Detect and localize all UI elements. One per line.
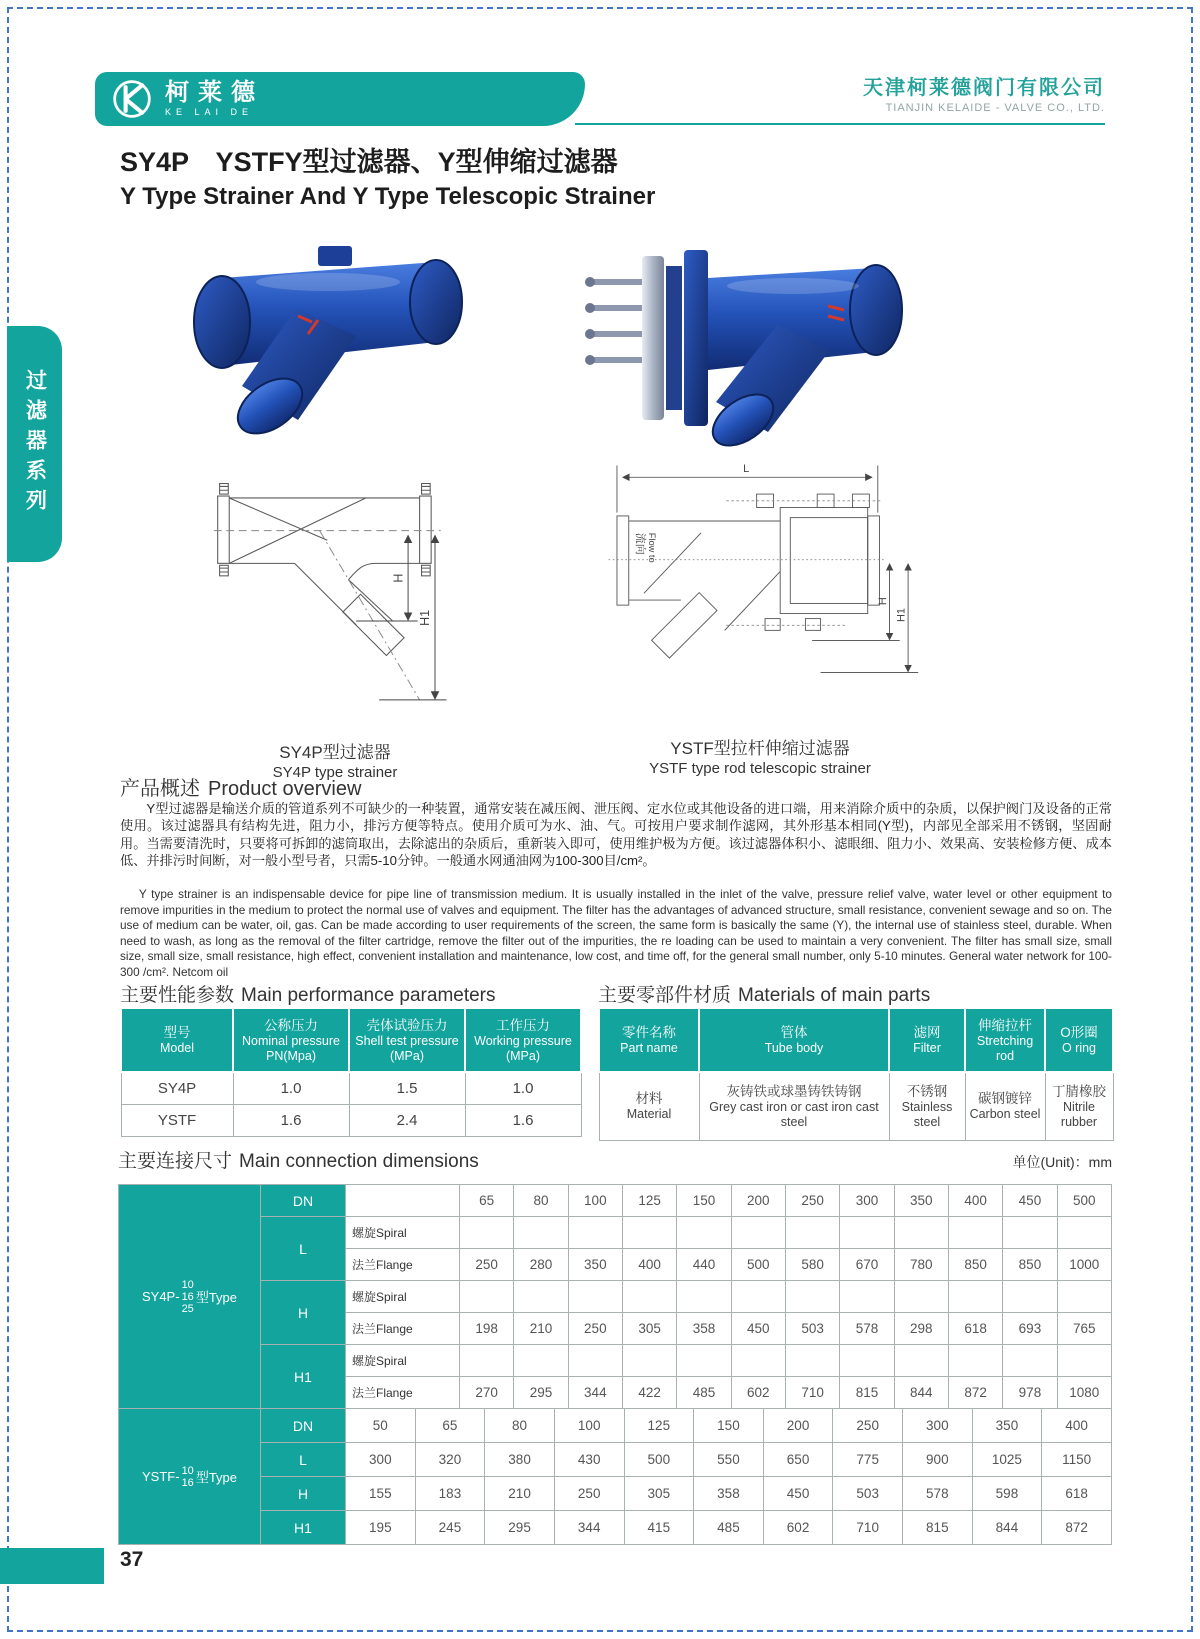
dim-value-cell	[1057, 1281, 1111, 1313]
right-caption-cn: YSTF型拉杆伸缩过滤器	[670, 739, 850, 758]
ystf-technical-drawing	[600, 452, 920, 696]
dim-value-cell	[460, 1345, 514, 1377]
dim-value-cell: 598	[972, 1477, 1042, 1511]
material-cn: 材料	[635, 1091, 663, 1107]
performance-heading-cn: 主要性能参数	[120, 985, 235, 1006]
dim-value-cell: 503	[785, 1313, 839, 1345]
dim-value-cell: 250	[568, 1313, 622, 1345]
footer-accent-bar	[0, 1548, 104, 1584]
dim-value-cell	[731, 1345, 785, 1377]
sy4p-product-photo	[178, 220, 478, 460]
dim-value-cell	[677, 1281, 731, 1313]
dim-value-cell: 198	[460, 1313, 514, 1345]
dim-value-cell: 305	[622, 1313, 676, 1345]
perf-cell: SY4P	[121, 1072, 233, 1104]
document-title	[120, 146, 655, 212]
table-row	[119, 1477, 1112, 1511]
dim-value-cell: 298	[894, 1313, 948, 1345]
dim-value-cell: 305	[624, 1477, 694, 1511]
dimensions-heading-en: Main connection dimensions	[239, 1151, 479, 1172]
dim-value-cell: 710	[785, 1377, 839, 1409]
dimensions-table-sy4p	[118, 1184, 1112, 1409]
sub-label-spiral: 螺旋Spiral	[346, 1281, 460, 1313]
materials-table	[598, 1007, 1114, 1141]
perf-cell: 1.0	[233, 1072, 349, 1104]
dim-value-cell	[1057, 1345, 1111, 1377]
group-pn: 16	[181, 1476, 194, 1489]
dim-value-cell	[568, 1345, 622, 1377]
header-line: 工作压力	[496, 1017, 550, 1033]
dim-value-cell: 485	[694, 1511, 764, 1545]
header-line: PN(Mpa)	[265, 1048, 316, 1063]
dim-value-cell: 300	[840, 1185, 894, 1217]
unit-note: 单位(Unit)：mm	[1012, 1154, 1112, 1170]
dim-value-cell: 80	[485, 1409, 555, 1443]
material-en: Carbon steel	[969, 1107, 1041, 1122]
perf-cell: YSTF	[121, 1104, 233, 1136]
dim-value-cell: 440	[677, 1249, 731, 1281]
dim-value-cell: 500	[624, 1443, 694, 1477]
perf-header-shell	[349, 1008, 465, 1072]
header-line: O ring	[1061, 1041, 1097, 1055]
dim-value-cell: 245	[415, 1511, 485, 1545]
dim-value-cell	[894, 1217, 948, 1249]
group-suffix: 型Type	[195, 1290, 237, 1305]
header-line: Nominal pressure	[242, 1033, 340, 1048]
sub-label-flange: 法兰Flange	[346, 1377, 460, 1409]
dim-value-cell: 602	[763, 1511, 833, 1545]
dim-value-cell: 344	[554, 1511, 624, 1545]
dim-value-cell: 250	[833, 1409, 903, 1443]
dim-value-cell	[948, 1345, 1002, 1377]
dimensions-heading	[118, 1146, 479, 1173]
header-line: O形圈	[1060, 1025, 1098, 1040]
dim-value-cell: 270	[460, 1377, 514, 1409]
dim-value-cell: 80	[514, 1185, 568, 1217]
dim-value-cell: 295	[485, 1511, 555, 1545]
right-caption-en: YSTF type rod telescopic strainer	[649, 760, 871, 777]
page-number: 37	[120, 1548, 144, 1571]
overview-heading	[120, 772, 361, 801]
header-line: Tube body	[764, 1041, 824, 1055]
dim-value-cell: 844	[894, 1377, 948, 1409]
title-en: Y Type Strainer And Y Type Telescopic Strainer	[120, 183, 656, 210]
dim-value-cell: 155	[346, 1477, 416, 1511]
dim-label-l: L	[743, 463, 750, 476]
row-label-h1: H1	[261, 1345, 346, 1409]
dim-value-cell: 344	[568, 1377, 622, 1409]
sub-label-flange: 法兰Flange	[346, 1313, 460, 1345]
header-line: Model	[159, 1041, 195, 1055]
flow-label-en: Flow to	[646, 532, 657, 563]
material-en: Stainless steel	[901, 1099, 953, 1129]
dim-value-cell	[894, 1345, 948, 1377]
sidebar-tab-label: 过滤器系列	[23, 369, 47, 519]
dim-value-cell: 210	[514, 1313, 568, 1345]
dim-value-cell: 765	[1057, 1313, 1111, 1345]
header-banner	[95, 72, 585, 126]
mat-header-oring	[1045, 1008, 1113, 1072]
header-line: Part name	[620, 1041, 678, 1055]
perf-cell: 1.6	[465, 1104, 581, 1136]
dim-value-cell: 250	[554, 1477, 624, 1511]
row-label-h: H	[261, 1281, 346, 1345]
header-rule-line	[575, 123, 1105, 125]
sy4p-technical-drawing	[210, 452, 460, 742]
company-block	[863, 76, 1105, 116]
dim-value-cell	[1003, 1345, 1057, 1377]
performance-table	[120, 1007, 582, 1137]
table-row	[119, 1345, 1112, 1377]
row-label-dn: DN	[261, 1185, 346, 1217]
performance-heading	[120, 980, 496, 1007]
dim-value-cell: 580	[785, 1249, 839, 1281]
dim-value-cell: 350	[972, 1409, 1042, 1443]
dim-value-cell: 100	[568, 1185, 622, 1217]
dim-value-cell	[622, 1345, 676, 1377]
overview-heading-cn: 产品概述	[120, 778, 200, 800]
company-name-en: TIANJIN KELAIDE - VALVE CO., LTD.	[885, 102, 1105, 114]
dim-value-cell	[460, 1281, 514, 1313]
dim-value-cell: 430	[554, 1443, 624, 1477]
mat-header-part	[599, 1008, 699, 1072]
company-name-cn: 天津柯莱德阀门有限公司	[863, 77, 1105, 99]
dim-value-cell	[677, 1217, 731, 1249]
table-row	[119, 1409, 1112, 1443]
dim-value-cell: 872	[948, 1377, 1002, 1409]
row-label-l: L	[261, 1443, 346, 1477]
header-line: (MPa)	[505, 1048, 541, 1063]
dim-value-cell: 978	[1003, 1377, 1057, 1409]
dim-value-cell: 1080	[1057, 1377, 1111, 1409]
dim-value-cell: 200	[731, 1185, 785, 1217]
row-label-l: L	[261, 1217, 346, 1281]
overview-paragraph-en: Y type strainer is an indispensable device for pipe line of transmission medium. It is usually installed in the inlet of the valve, pressure relief valve, water level or other equipment to remove impurities in the medium to protect the normal use of valves and equipment. The filter has the advantages of advanced structure, small resistance, convenient sewage and so on. The use of medium can be water, oil, gas. Can be made according to user requirements of the screen, the same form is basically the same (Y), the internal use of stainless steel, durable. When need to wash, as long as the removal of the filter cartridge, remove the filter out of the impurities, the re loading can be used to maintain a very convenient. The filter has small size, small size, small size, small resistance, high effect, convenient installation and maintenance, low cost, and time off, for the general small number, only 5-10 minutes. General water network for 100-300 /cm². Netcom oil	[120, 887, 1112, 979]
materials-heading-cn: 主要零部件材质	[598, 985, 732, 1006]
row-label-dn: DN	[261, 1409, 346, 1443]
header-line: (MPa)	[389, 1048, 425, 1063]
dim-value-cell: 422	[622, 1377, 676, 1409]
dim-value-cell	[1003, 1217, 1057, 1249]
dim-label-h1-right: H1	[895, 607, 908, 622]
dim-value-cell: 250	[460, 1249, 514, 1281]
header-line: Filter	[913, 1041, 941, 1055]
table-row	[119, 1185, 1112, 1217]
dim-value-cell: 1000	[1057, 1249, 1111, 1281]
dim-value-cell: 872	[1042, 1511, 1112, 1545]
performance-heading-en: Main performance parameters	[241, 985, 496, 1006]
dim-value-cell: 815	[903, 1511, 973, 1545]
material-cn: 丁腈橡胶	[1052, 1083, 1106, 1099]
dim-value-cell: 780	[894, 1249, 948, 1281]
dim-value-cell: 1150	[1042, 1443, 1112, 1477]
dim-value-cell: 618	[948, 1313, 1002, 1345]
ystf-product-photo	[578, 220, 918, 465]
table-row	[599, 1072, 1113, 1140]
dim-value-cell: 650	[763, 1443, 833, 1477]
dim-value-cell: 100	[554, 1409, 624, 1443]
sub-label-flange: 法兰Flange	[346, 1249, 460, 1281]
dim-value-cell: 503	[833, 1477, 903, 1511]
header-line: Working pressure	[474, 1033, 572, 1048]
dim-value-cell	[840, 1281, 894, 1313]
dim-value-cell: 485	[677, 1377, 731, 1409]
header-line: Stretching rod	[976, 1033, 1034, 1063]
mat-cell	[889, 1072, 965, 1140]
dim-value-cell: 450	[763, 1477, 833, 1511]
perf-header-model	[121, 1008, 233, 1072]
group-pn: 16	[181, 1290, 194, 1303]
row-label-h1: H1	[261, 1511, 346, 1545]
dim-value-cell: 400	[1042, 1409, 1112, 1443]
dim-value-cell: 195	[346, 1511, 416, 1545]
table-row	[119, 1443, 1112, 1477]
perf-header-nominal	[233, 1008, 349, 1072]
dimensions-heading-cn: 主要连接尺寸	[118, 1151, 233, 1172]
flow-label-cn: 流向	[634, 532, 647, 555]
dim-value-cell: 500	[1057, 1185, 1111, 1217]
dim-value-cell	[731, 1281, 785, 1313]
right-figure-caption	[585, 738, 935, 779]
dim-value-cell	[731, 1217, 785, 1249]
dim-value-cell: 183	[415, 1477, 485, 1511]
dim-value-cell: 320	[415, 1443, 485, 1477]
dim-value-cell	[948, 1217, 1002, 1249]
material-en: Grey cast iron or cast iron cast steel	[709, 1099, 879, 1129]
logo-name-en: KE LAI DE	[165, 107, 254, 117]
dim-value-cell: 350	[894, 1185, 948, 1217]
mat-cell	[599, 1072, 699, 1140]
dim-value-cell	[840, 1345, 894, 1377]
dim-value-cell	[568, 1281, 622, 1313]
dim-value-cell: 358	[677, 1313, 731, 1345]
overview-paragraph-cn: Y型过滤器是输送介质的管道系列不可缺少的一种装置，通常安装在减压阀、泄压阀、定水位或其他设备的进口端，用来消除介质中的杂质，以保护阀门及设备的正常使用。该过滤器具有结构先进，阻力小，排污方便等特点。使用介质可为水、油、气。可按用户要求制作滤网，其外形基本相同(Y型)，内部见全部采用不锈钢，坚固耐用。当需要清洗时，只要将可拆卸的滤筒取出，去除滤出的杂质后，重新装入即可，使用维护极为方便。该过滤器体积小、滤眼细、阻力小、效果高、安装检修方便、成本低、并排污时间断，对一般小型号者，只需5-10分钟。一般通水网通油网为100-300目/cm²。	[120, 801, 1112, 868]
header-line: 壳体试验压力	[366, 1017, 448, 1033]
material-en: Nitrile rubber	[1060, 1099, 1098, 1129]
dim-value-cell: 693	[1003, 1313, 1057, 1345]
materials-heading	[598, 980, 930, 1007]
group-pn: 10	[181, 1278, 194, 1291]
group-prefix: SY4P-	[141, 1289, 180, 1304]
dim-value-cell: 280	[514, 1249, 568, 1281]
dimensions-table-ystf	[118, 1408, 1112, 1545]
table-row	[119, 1281, 1112, 1313]
dim-value-cell: 125	[624, 1409, 694, 1443]
dim-value-cell	[514, 1217, 568, 1249]
dim-value-cell: 295	[514, 1377, 568, 1409]
title-cn: SY4P YSTFY型过滤器、Y型伸缩过滤器	[120, 147, 618, 177]
perf-cell: 1.0	[465, 1072, 581, 1104]
mat-header-rod	[965, 1008, 1045, 1072]
mat-cell	[699, 1072, 889, 1140]
mat-header-tube	[699, 1008, 889, 1072]
logo-text	[165, 80, 264, 118]
dim-value-cell: 844	[972, 1511, 1042, 1545]
group-suffix: 型Type	[195, 1470, 237, 1485]
table-row	[121, 1072, 581, 1104]
dim-value-cell	[622, 1217, 676, 1249]
dim-value-cell: 210	[485, 1477, 555, 1511]
dim-value-cell	[677, 1345, 731, 1377]
mat-header-filter	[889, 1008, 965, 1072]
group-label-ystf	[119, 1409, 261, 1545]
left-caption-cn: SY4P型过滤器	[279, 743, 391, 762]
dim-value-cell: 65	[460, 1185, 514, 1217]
dim-label-h-right: H	[877, 597, 890, 606]
dim-value-cell	[785, 1217, 839, 1249]
dim-value-cell: 578	[840, 1313, 894, 1345]
dim-value-cell: 150	[677, 1185, 731, 1217]
table-row	[119, 1217, 1112, 1249]
dim-value-cell: 710	[833, 1511, 903, 1545]
header-line: 管体	[780, 1025, 808, 1040]
dim-value-cell: 400	[948, 1185, 1002, 1217]
dim-value-cell: 850	[948, 1249, 1002, 1281]
dim-value-cell: 550	[694, 1443, 764, 1477]
dim-value-cell: 65	[415, 1409, 485, 1443]
group-prefix: YSTF-	[142, 1469, 180, 1484]
dim-value-cell: 300	[346, 1443, 416, 1477]
sidebar-tab-filter-series	[7, 326, 62, 562]
sub-label-empty	[346, 1185, 460, 1217]
dim-value-cell: 1025	[972, 1443, 1042, 1477]
dim-value-cell	[785, 1281, 839, 1313]
header-line: 型号	[163, 1025, 191, 1040]
dim-value-cell	[840, 1217, 894, 1249]
dim-value-cell	[785, 1345, 839, 1377]
sub-label-spiral: 螺旋Spiral	[346, 1217, 460, 1249]
dim-value-cell: 500	[731, 1249, 785, 1281]
material-cn: 不锈钢	[906, 1083, 948, 1099]
dim-value-cell	[514, 1345, 568, 1377]
perf-cell: 2.4	[349, 1104, 465, 1136]
group-pn: 10	[181, 1464, 194, 1477]
dim-value-cell: 850	[1003, 1249, 1057, 1281]
header-line: Shell test pressure	[355, 1033, 459, 1048]
table-row	[121, 1104, 581, 1136]
group-label-sy4p	[119, 1185, 261, 1409]
dim-value-cell: 125	[622, 1185, 676, 1217]
dim-value-cell: 670	[840, 1249, 894, 1281]
logo-name-cn: 柯莱德	[165, 79, 264, 106]
kelaide-logo-icon	[111, 78, 153, 120]
perf-cell: 1.6	[233, 1104, 349, 1136]
perf-cell: 1.5	[349, 1072, 465, 1104]
dim-value-cell: 775	[833, 1443, 903, 1477]
table-row	[119, 1511, 1112, 1545]
dim-value-cell	[568, 1217, 622, 1249]
dim-value-cell: 450	[1003, 1185, 1057, 1217]
dim-label-h1-left: H1	[418, 609, 433, 626]
dim-value-cell: 415	[624, 1511, 694, 1545]
mat-cell	[1045, 1072, 1113, 1140]
dim-value-cell: 350	[568, 1249, 622, 1281]
dim-value-cell: 380	[485, 1443, 555, 1477]
overview-heading-en: Product overview	[208, 778, 362, 800]
perf-header-working	[465, 1008, 581, 1072]
mat-cell	[965, 1072, 1045, 1140]
header-line: 零件名称	[622, 1025, 676, 1040]
dim-value-cell: 400	[622, 1249, 676, 1281]
material-en: Material	[626, 1107, 672, 1122]
dim-value-cell: 900	[903, 1443, 973, 1477]
dim-value-cell: 618	[1042, 1477, 1112, 1511]
dim-value-cell	[622, 1281, 676, 1313]
material-cn: 灰铸铁或球墨铸铁铸钢	[726, 1083, 862, 1099]
sub-label-spiral: 螺旋Spiral	[346, 1345, 460, 1377]
dim-value-cell: 358	[694, 1477, 764, 1511]
dim-value-cell: 815	[840, 1377, 894, 1409]
dim-value-cell: 250	[785, 1185, 839, 1217]
dim-value-cell: 450	[731, 1313, 785, 1345]
dim-value-cell	[1057, 1217, 1111, 1249]
header-line: 滤网	[913, 1025, 941, 1040]
row-label-h: H	[261, 1477, 346, 1511]
header-line: 公称压力	[264, 1017, 318, 1033]
dim-value-cell: 300	[903, 1409, 973, 1443]
dim-value-cell	[948, 1281, 1002, 1313]
dim-value-cell: 200	[763, 1409, 833, 1443]
group-pn: 25	[181, 1302, 194, 1315]
dim-label-h-left: H	[391, 573, 406, 583]
left-caption-en: SY4P type strainer	[272, 764, 398, 781]
dim-value-cell	[460, 1217, 514, 1249]
material-cn: 碳钢镀锌	[978, 1091, 1032, 1107]
dim-value-cell	[514, 1281, 568, 1313]
dim-value-cell	[1003, 1281, 1057, 1313]
header-line: 伸缩拉杆	[978, 1017, 1032, 1033]
dim-value-cell	[894, 1281, 948, 1313]
dim-value-cell: 150	[694, 1409, 764, 1443]
dim-value-cell: 50	[346, 1409, 416, 1443]
dim-value-cell: 578	[903, 1477, 973, 1511]
dim-value-cell: 602	[731, 1377, 785, 1409]
materials-heading-en: Materials of main parts	[738, 985, 931, 1006]
